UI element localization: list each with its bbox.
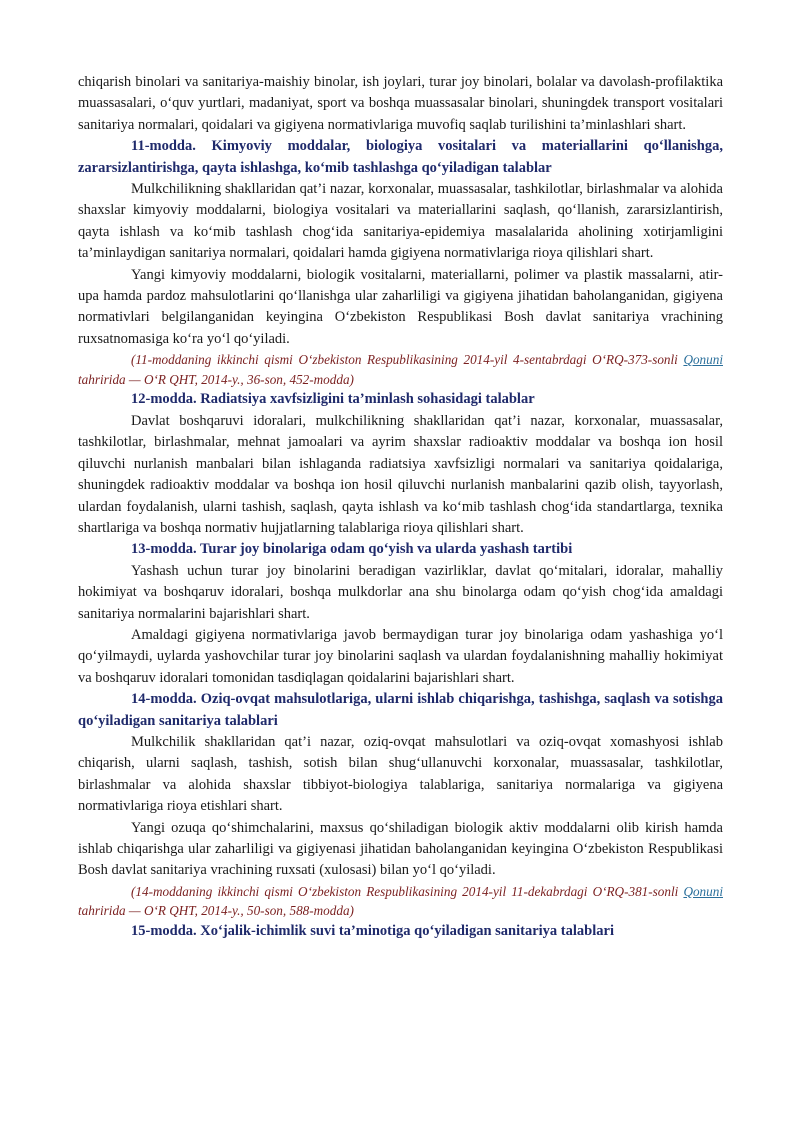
note-text-after: tahririda — O‘R QHT, 2014-y., 36-son, 452-modda) [78,371,354,387]
law-link[interactable]: Qonuni [683,352,723,368]
article-11-paragraph-2: Yangi kimyoviy moddalarni, biologik vositalarni, materiallarni, polimer va plastik massalarni, atir-upa hamda pardoz mahsulotlarini qo‘llanishga ular zaharliligi va gigiyena jihatidan baholanganidan, gigiyena normativlari belgilanganidan keyingina O‘zbekiston Respublikasi Bosh davlat sanitariya vrachining ruxsatnomasiga ko‘ra yo‘l qo‘yiladi. [78,266,723,347]
note-text-before: (14-moddaning ikkinchi qismi O‘zbekiston Respublikasining 2014-yil 11-dekabrdagi O‘RQ-381-sonli [131,883,684,899]
note-text-after: tahririda — O‘R QHT, 2014-y., 50-son, 588-modda) [78,903,354,919]
article-12-paragraph-1: Davlat boshqaruvi idoralari, mulkchilikning shakllaridan qat’i nazar, korxonalar, muassasalar, tashkilotlar, birlashmalar, mehnat jamoalari va ayrim shaxslar radioaktiv moddalar va boshqa ion hosil qiluvchi nurlanish manbalari bilan ishlaganda radiatsiya xavfsizligi normalari va sanitariya qoidalariga, shuningdek radioaktiv moddalar va boshqa ion hosil qiluvchi nurlanish manbalarini qazib olish, tayyorlash, ulardan foydalanish, ularni tashish, saqlash, qayta ishlash va ko‘mib tashlash chog‘ida standartlarga, texnika shartlariga va boshqa normativ hujjatlarning talablariga rioya qilishlari shart. [78,412,723,536]
article-13-heading: 13-modda. Turar joy binolariga odam qo‘yish va ularda yashash tartibi [131,541,573,558]
article-15-heading: 15-modda. Xo‘jalik-ichimlik suvi ta’minotiga qo‘yiladigan sanitariya talablari [131,923,614,939]
article-13-paragraph-2: Amaldagi gigiyena normativlariga javob bermaydigan turar joy binolariga odam yashashiga yo‘l qo‘yilmaydi, uylarda yashovchilar turar joy binolarini saqlash va ulardan foydalanishning mahalliy hokimiyat va boshqaruv idoralari tomonidan tasdiqlagan qoidalarini bajarishlari shart. [78,626,723,686]
article-14-paragraph-2: Yangi ozuqa qo‘shimchalarini, maxsus qo‘shiladigan biologik aktiv moddalarni olib kirish hamda ishlab chiqarishga ular zaharliligi va gigiyenasi jihatidan baholanganidan keyingina O‘zbekiston Respublikasi Bosh davlat sanitariya vrachining ruxsati (xulosasi) bilan yo‘l qo‘yiladi. [78,819,723,879]
article-12-heading: 12-modda. Radiatsiya xavfsizligini ta’minlash sohasidagi talablar [131,391,535,408]
article-11-amendment-note [78,350,723,389]
article-14-heading: 14-modda. Oziq-ovqat mahsulotlariga, ularni ishlab chiqarishga, tashishga, saqlash va sotishga qo‘yiladigan sanitariya talablari [78,691,723,729]
note-text-before: (11-moddaning ikkinchi qismi O‘zbekiston Respublikasining 2014-yil 4-sentabrdagi O‘RQ-373-sonli [131,352,684,368]
article-13-paragraph-1: Yashash uchun turar joy binolarini beradigan vazirliklar, davlat qo‘mitalari, idoralar, mahalliy hokimiyat va boshqaruv idoralari, boshqa mulkdorlar ana shu binolarga odam qo‘yish chog‘ida amaldagi sanitariya normalarini bajarishlari shart. [78,562,723,622]
law-link[interactable]: Qonuni [683,883,723,899]
article-14-paragraph-1: Mulkchilik shakllaridan qat’i nazar, oziq-ovqat mahsulotlari va oziq-ovqat xomashyosi ishlab chiqarish, ularni saqlash, tashish, sotish bilan shug‘ullanuvchi korxonalar, muassasalar, tashkilotlar, birlashmalar va alohida shaxslar tibbiyot-biologiya talablariga, sanitariya normalariga va gigiyena normativlariga rioya etishlari shart. [78,733,723,815]
article-11-heading: 11-modda. Kimyoviy moddalar, biologiya vositalari va materiallarini qo‘llanishga, zararsizlantirishga, qayta ishlashga, ko‘mib tashlashga qo‘yiladigan talablar [78,138,723,176]
article-14-amendment-note [78,882,723,921]
paragraph-continuation: chiqarish binolari va sanitariya-maishiy binolar, ish joylari, turar joy binolari, bolalar va davolash-profilaktika muassasalari, o‘quv yurtlari, madaniyat, sport va boshqa muassasalar binolari, shuningdek transport vositalari sanitariya normalari, qoidalari va gigiyena normativlariga muvofiq saqlab turilishini ta’minlashlari shart. [78,74,723,133]
article-11-paragraph-1: Mulkchilikning shakllaridan qat’i nazar, korxonalar, muassasalar, tashkilotlar, birlashmalar va alohida shaxslar kimyoviy moddalarni, biologiya vositalari va materiallarini saqlash, qo‘llanish, zararsizlantirish, qayta ishlash va ko‘mib tashlash chog‘ida sanitariya-epidemiya masalalarida aholining xotirjamligini ta’minlaydigan sanitariya normalari, qoidalari hamda gigiyena normativlariga rioya qilishlari shart. [78,181,723,262]
